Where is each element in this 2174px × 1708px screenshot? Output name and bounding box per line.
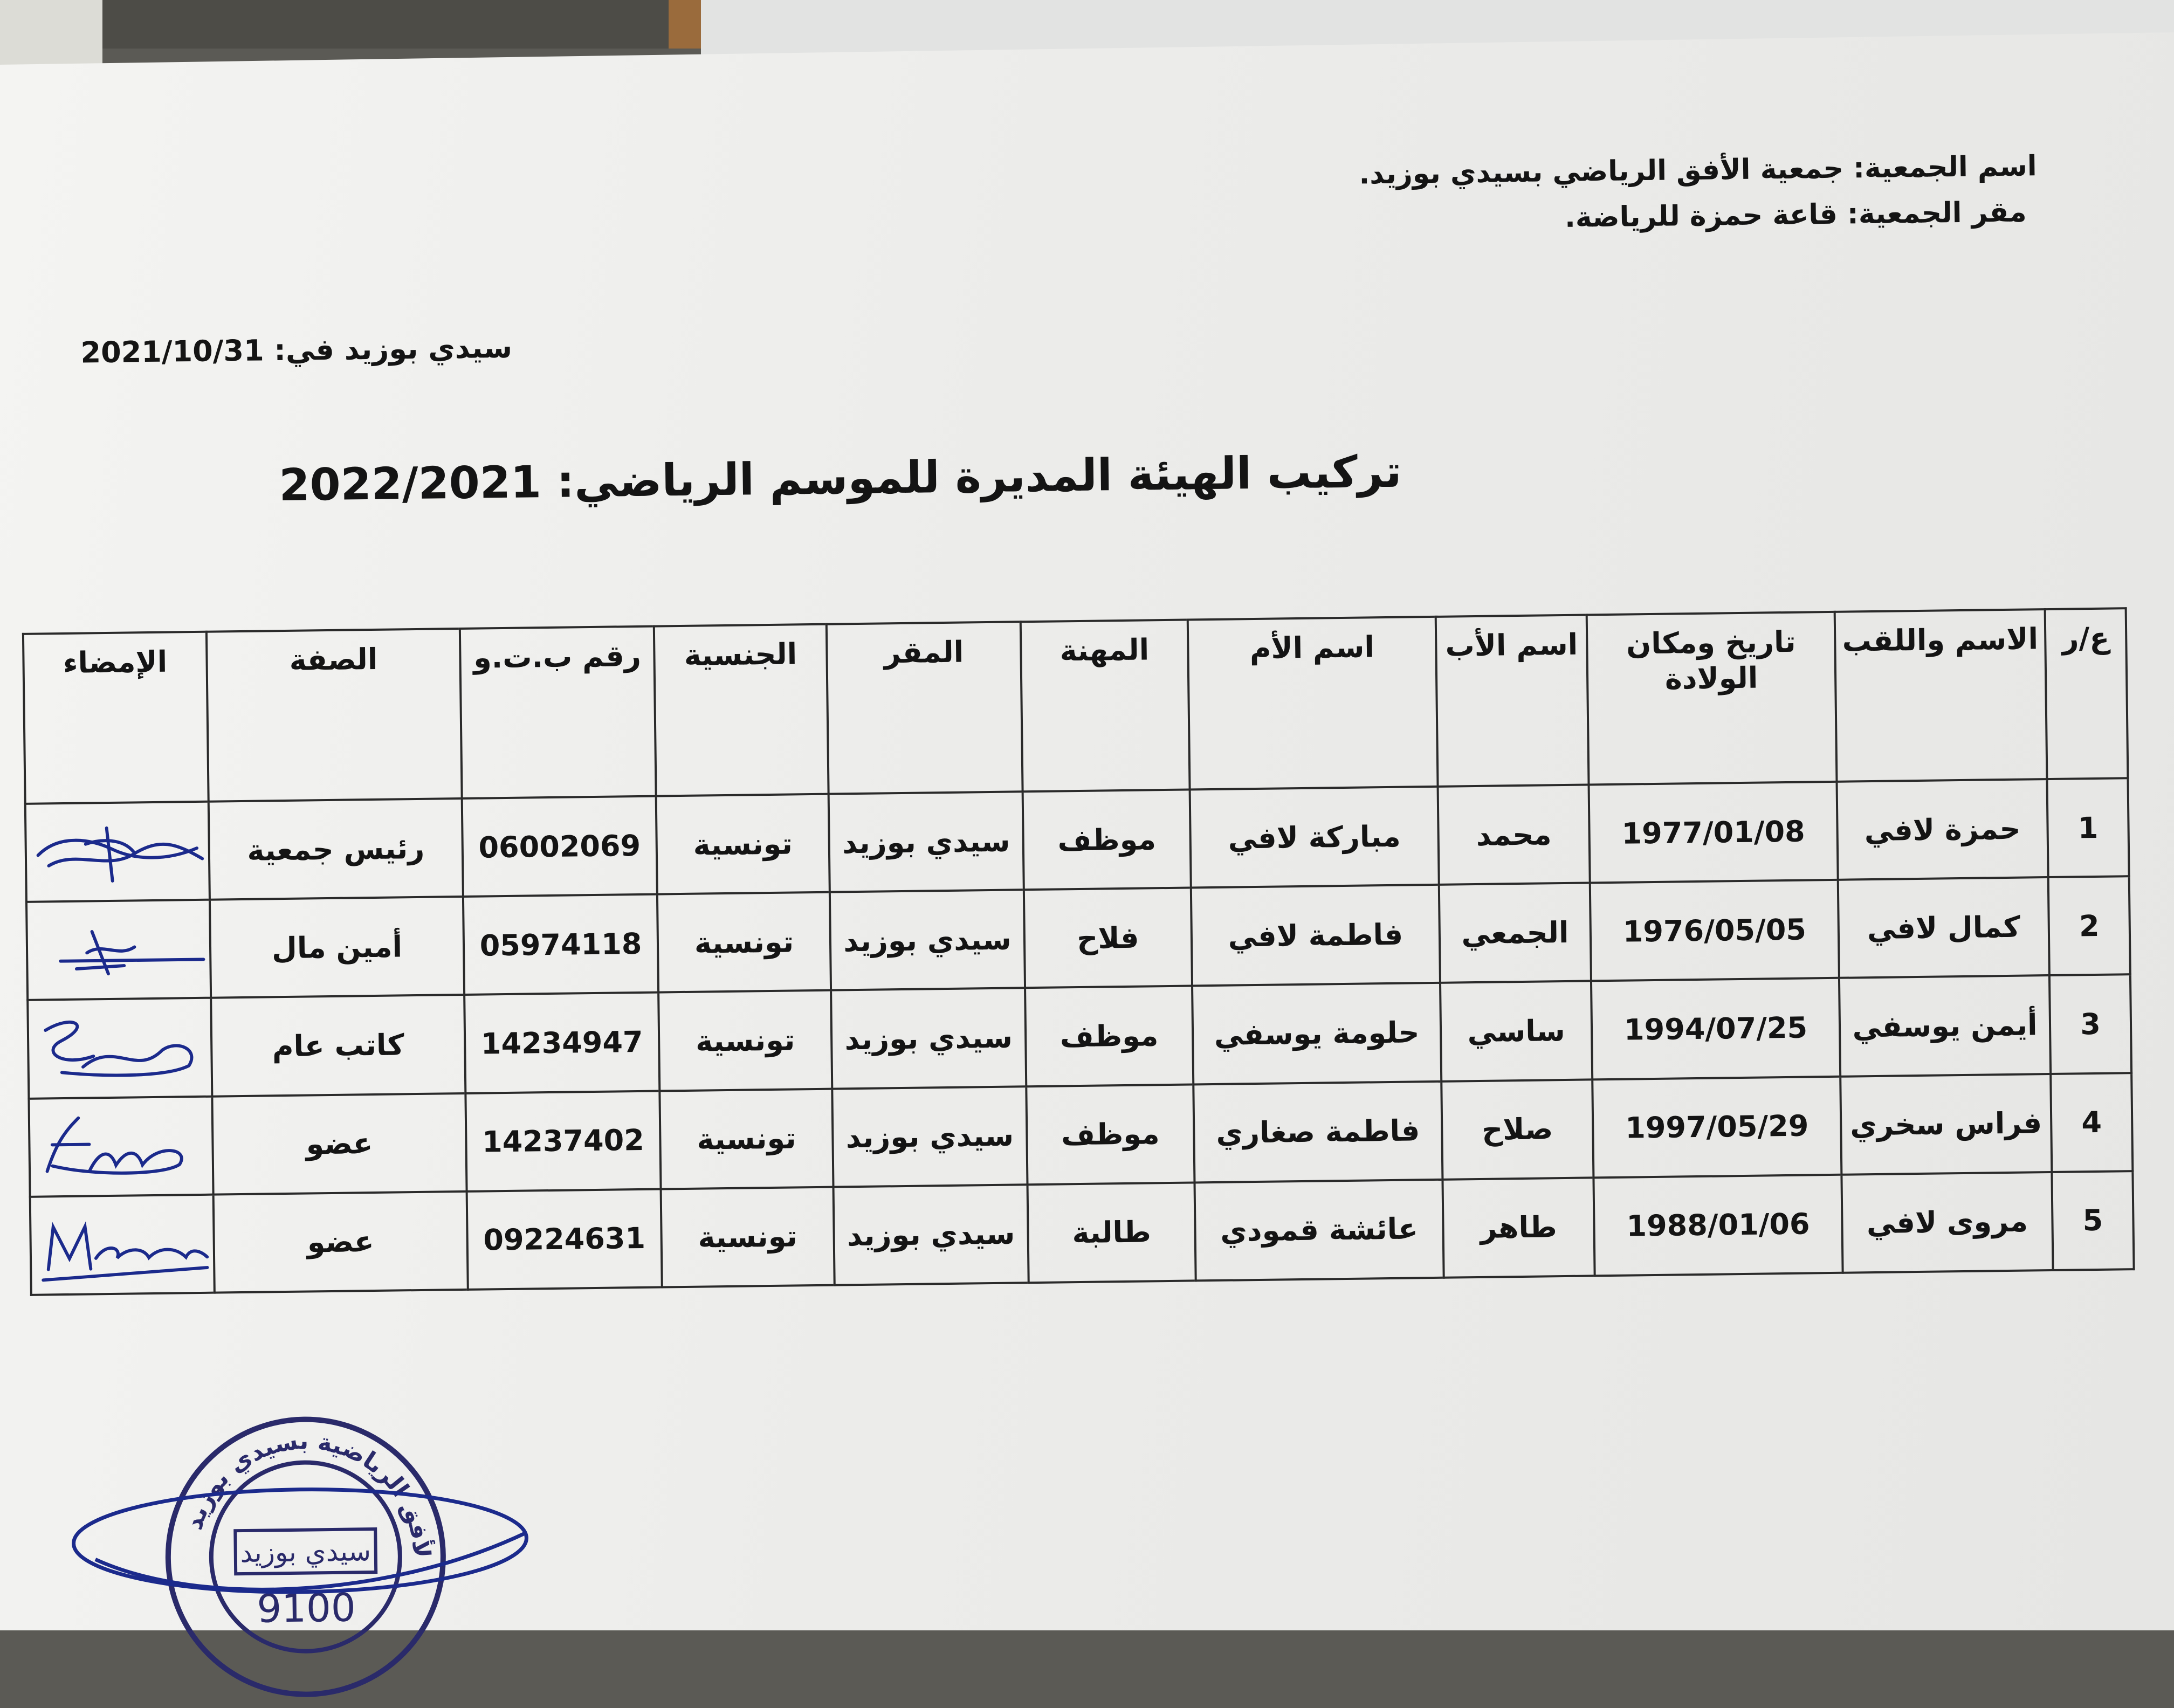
cell-name: فراس سخري (1840, 1074, 2052, 1175)
cell-father: صلاح (1441, 1079, 1593, 1180)
stamp-signature-stroke (62, 1473, 538, 1619)
association-seat: مقر الجمعية: قاعة حمزة للرياضة. (1564, 196, 2027, 234)
cell-role: عضو (212, 1093, 466, 1194)
cell-birth: 1988/01/06 (1593, 1175, 1842, 1276)
cell-name: حمزة لافي (1836, 779, 2048, 880)
cell-role: أمين مال (210, 897, 464, 998)
cell-seat: سيدي بوزيد (830, 890, 1025, 990)
cell-id: 05974118 (463, 894, 658, 995)
header-nationality: الجنسية (654, 624, 829, 796)
cell-id: 09224631 (467, 1189, 662, 1290)
svg-text:9100: 9100 (256, 1585, 356, 1631)
place-date: سيدي بوزيد في: 2021/10/31 (80, 330, 513, 370)
cell-nationality: تونسية (659, 1089, 833, 1189)
cell-signature (29, 1096, 213, 1196)
cell-job: موظف (1023, 789, 1191, 890)
cell-name: مروى لافي (1841, 1172, 2053, 1273)
cell-num: 2 (2048, 876, 2130, 975)
cell-mother: فاطمة صغاري (1193, 1081, 1442, 1182)
cell-signature (25, 802, 210, 902)
cell-id: 14237402 (465, 1091, 661, 1192)
svg-text:سيدي بوزيد: سيدي بوزيد (240, 1535, 371, 1569)
cell-father: محمد (1438, 784, 1590, 885)
cell-father: طاهر (1442, 1177, 1594, 1278)
cell-father: ساسي (1440, 981, 1592, 1082)
association-name: اسم الجمعية: جمعية الأفق الرياضي بسيدي بوزيد. (1359, 150, 2037, 191)
cell-signature (26, 900, 211, 1000)
header-id: رقم ب.ت.و (460, 626, 656, 798)
cell-name: أيمن يوسفي (1839, 975, 2051, 1076)
cell-num: 1 (2047, 778, 2129, 877)
cell-signature (27, 998, 212, 1098)
handwritten-signature (32, 1203, 213, 1286)
svg-text:جمعية الأفق الرياضية بسيدي بوز: الأفق الرياضية بسيدي بوزيد (180, 1427, 436, 1559)
header-mother: اسم الأم (1188, 617, 1438, 790)
header-name: الاسم واللقب (1835, 609, 2047, 782)
cell-name: كمال لافي (1838, 877, 2049, 978)
cell-mother: فاطمة لافي (1191, 885, 1440, 986)
cell-job: فلاح (1024, 888, 1192, 988)
header-birth: تاريخ ومكان الولادة (1587, 612, 1837, 785)
cell-seat: سيدي بوزيد (831, 988, 1026, 1089)
cell-father: الجمعي (1439, 883, 1591, 983)
document-title: تركيب الهيئة المديرة للموسم الرياضي: 2022/2021 (278, 446, 1402, 512)
cell-nationality: تونسية (656, 794, 830, 894)
header-role: الصفة (207, 629, 462, 802)
cell-signature (30, 1194, 215, 1294)
cell-seat: سيدي بوزيد (829, 791, 1024, 892)
cell-job: موظف (1025, 986, 1193, 1086)
cell-id: 06002069 (462, 796, 657, 897)
cell-seat: سيدي بوزيد (832, 1086, 1027, 1187)
cell-birth: 1976/05/05 (1590, 880, 1839, 981)
header-num: ع/ر (2045, 608, 2128, 779)
handwritten-signature (29, 1007, 210, 1090)
cell-mother: عائشة قمودي (1194, 1180, 1443, 1281)
cell-birth: 1994/07/25 (1591, 978, 1840, 1079)
cell-birth: 1997/05/29 (1592, 1076, 1841, 1177)
handwritten-signature (28, 908, 209, 991)
header-seat: المقر (827, 622, 1023, 794)
cell-num: 5 (2052, 1171, 2134, 1270)
cell-role: رئيس جمعية (209, 798, 463, 900)
cell-num: 4 (2051, 1073, 2132, 1172)
cell-birth: 1977/01/08 (1589, 782, 1838, 883)
handwritten-signature (31, 1105, 212, 1188)
cell-mother: حلومة يوسفي (1192, 983, 1441, 1084)
cell-id: 14234947 (464, 993, 659, 1093)
cell-mother: مباركة لافي (1190, 787, 1439, 888)
committee-table (22, 607, 2135, 1296)
header-signature: الإمضاء (23, 632, 209, 804)
cell-role: عضو (214, 1192, 468, 1293)
cell-nationality: تونسية (658, 990, 832, 1091)
header-job: المهنة (1021, 619, 1190, 791)
cell-nationality: تونسية (657, 892, 831, 993)
cell-num: 3 (2049, 975, 2131, 1074)
cell-nationality: تونسية (661, 1187, 835, 1287)
header-father: اسم الأب (1436, 615, 1589, 786)
cell-seat: سيدي بوزيد (834, 1184, 1029, 1285)
cell-role: كاتب عام (211, 995, 465, 1096)
handwritten-signature (27, 810, 208, 893)
table-header-row (23, 608, 2128, 804)
cell-job: طالبة (1028, 1182, 1196, 1283)
cell-job: موظف (1026, 1084, 1194, 1184)
